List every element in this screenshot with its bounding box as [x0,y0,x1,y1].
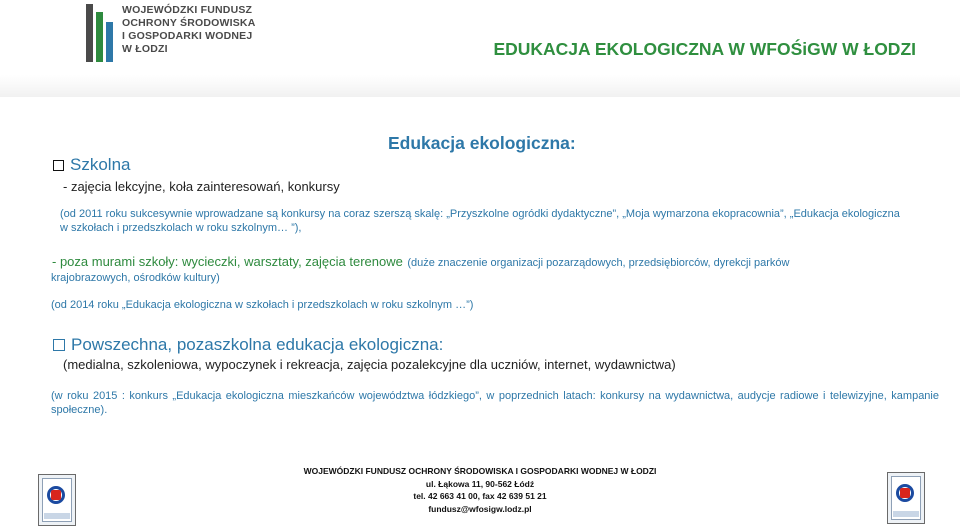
powszechna-line: (medialna, szkoleniowa, wypoczynek i rekreacja, zajęcia pozalekcyjne dla uczniów, internet, wydawnictwa) [63,357,676,372]
szkolna-heading [53,155,130,175]
logo-line: OCHRONY ŚRODOWISKA [122,17,256,29]
szkolna-note: (od 2011 roku sukcesywnie wprowadzane są konkursy na coraz szerszą skalę: „Przyszkolne ogródki dydaktyczne”, „Moja wymarzona ekopracownia”, „Edukacja ekologiczna w szkołach i przedszkolach w roku szkolnym… ”), [60,208,900,234]
szkolna-note-2014: (od 2014 roku „Edukacja ekologiczna w szkołach i przedszkolach w roku szkolnym …”) [51,299,474,311]
logo-line: W ŁODZI [122,43,168,55]
checkbox-icon [53,339,65,351]
szkolna-line: - zajęcia lekcyjne, koła zainteresowań, konkursy [63,179,340,194]
wfosigw-logo [86,4,256,62]
poza-text: - poza murami szkoły: wycieczki, warsztaty, zajęcia terenowe [52,254,403,269]
footer [0,465,960,515]
footer-address: ul. Łąkowa 11, 90-562 Łódź [425,478,535,489]
poza-note-cont: krajobrazowych, ośrodków kultury) [51,272,220,284]
header-band [0,75,960,97]
powszechna-note: (w roku 2015 : konkurs „Edukacja ekologiczna mieszkańców województwa łódzkiego”, w poprzednich latach: konkursy na wydawnictwa, audycje radiowe i telewizyjne, kampanie społeczne). [51,390,939,416]
powszechna-heading [53,335,443,355]
poza-line [52,253,912,272]
logo-line: I GOSPODARKI WODNEJ [122,30,253,42]
header-title: EDUKACJA EKOLOGICZNA W WFOŚiGW W ŁODZI [493,39,916,59]
section-title: Edukacja ekologiczna: [388,133,576,153]
footer-org: WOJEWÓDZKI FUNDUSZ OCHRONY ŚRODOWISKA I GOSPODARKI WODNEJ W ŁODZI [303,466,657,476]
logo-line: WOJEWÓDZKI FUNDUSZ [122,4,253,16]
szkolna-label: Szkolna [70,155,131,174]
footer-email[interactable]: fundusz@wfosigw.lodz.pl [428,503,532,514]
checkbox-icon [53,160,64,171]
powszechna-label: Powszechna, pozaszkolna edukacja ekologiczna: [71,335,444,354]
logo-text [122,4,256,56]
poza-note: (duże znaczenie organizacji pozarządowych, przedsiębiorców, dyrekcji parków [407,257,790,269]
footer-phone: tel. 42 663 41 00, fax 42 639 51 21 [413,491,547,501]
logo-mark-icon [86,4,116,62]
